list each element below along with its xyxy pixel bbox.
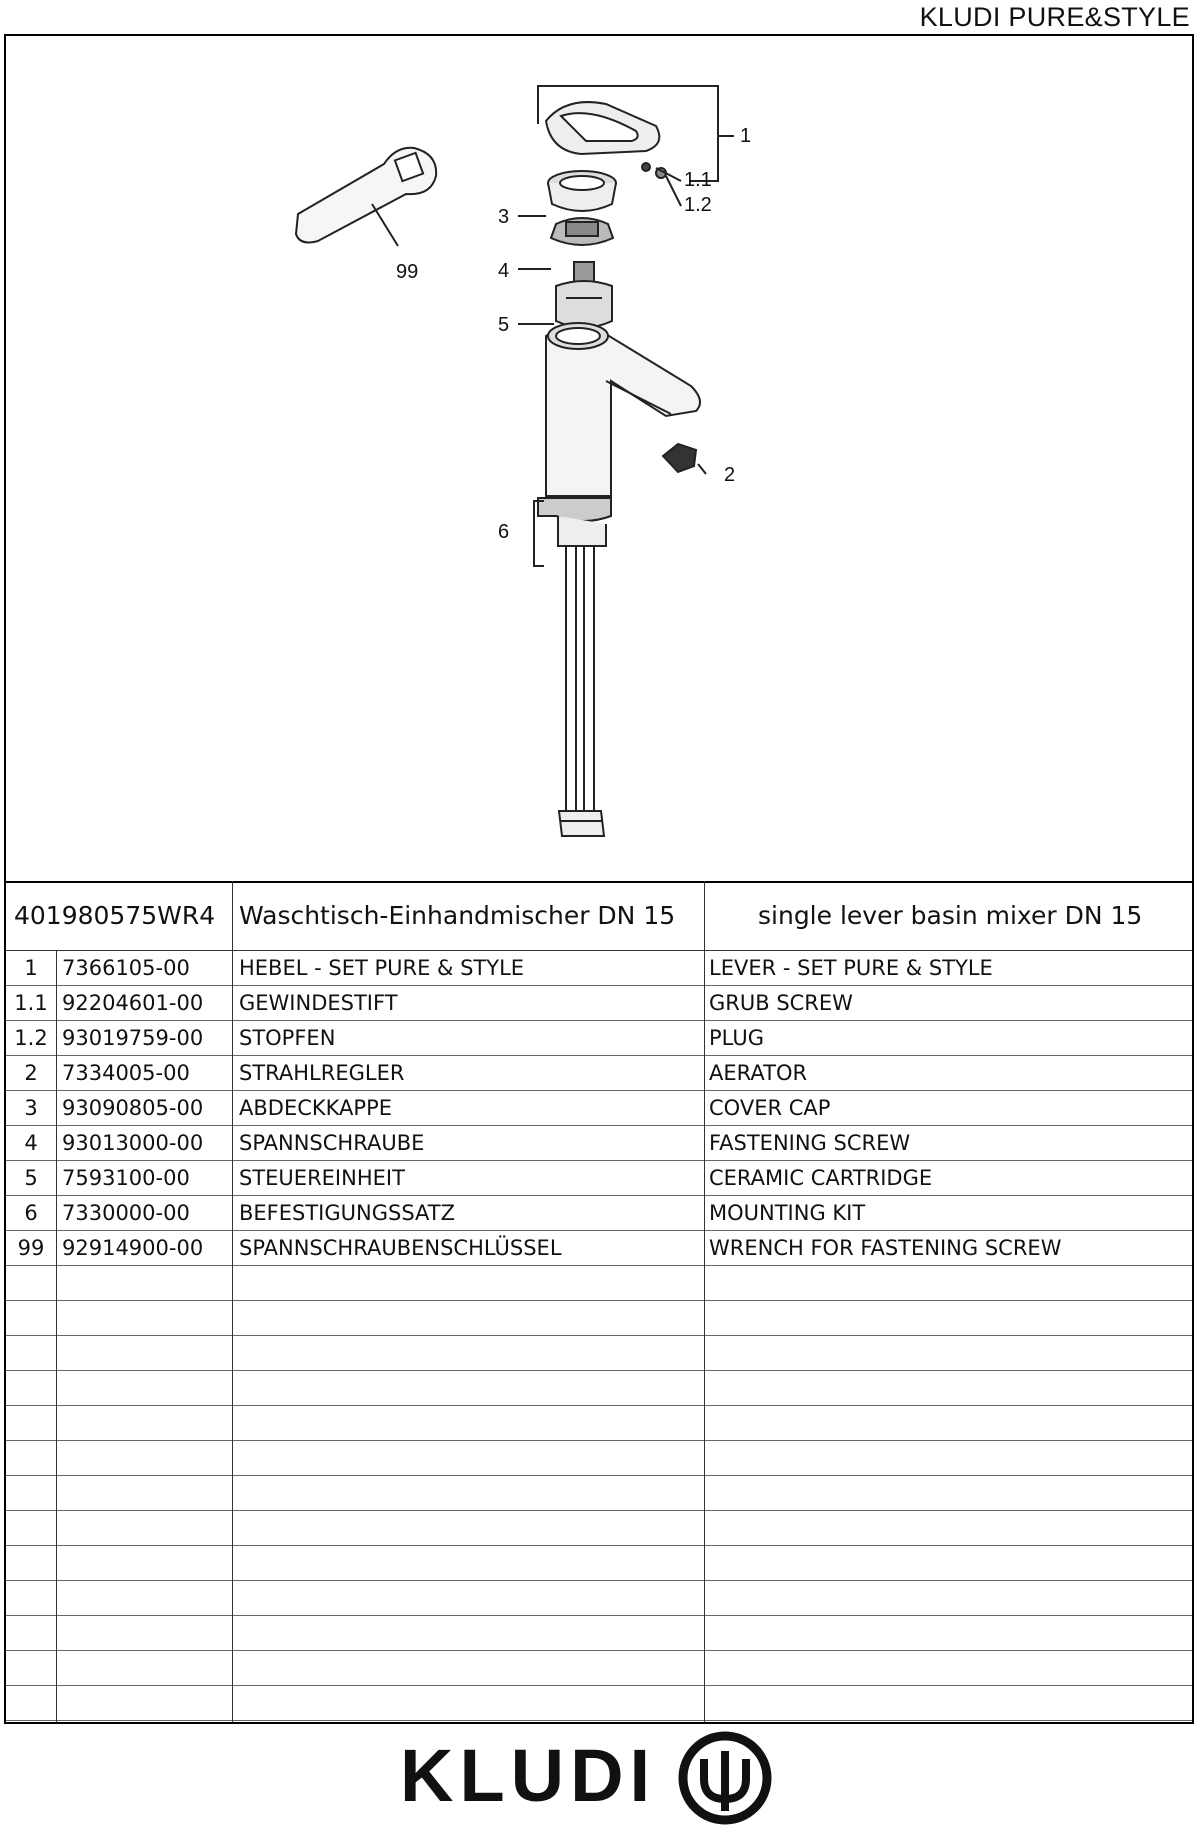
empty-table-row (6, 1616, 1192, 1651)
logo-wordmark: KLUDI (400, 1734, 657, 1817)
callout-6: 6 (498, 521, 510, 543)
table-row (6, 1021, 1192, 1056)
position-cell: 2 (24, 1061, 38, 1085)
callout-4: 4 (498, 260, 510, 282)
description-en-cell: PLUG (709, 1026, 764, 1050)
exploded-view-svg (6, 36, 1192, 881)
description-en-cell: WRENCH FOR FASTENING SCREW (709, 1236, 1062, 1260)
description-de-cell: SPANNSCHRAUBE (239, 1131, 425, 1155)
description-de-cell: BEFESTIGUNGSSATZ (239, 1201, 455, 1225)
article-number-cell: 93090805-00 (62, 1096, 204, 1120)
position-cell: 3 (24, 1096, 38, 1120)
parts-table (6, 951, 1192, 1721)
table-row (6, 1161, 1192, 1196)
callout-99: 99 (396, 261, 419, 283)
kludi-logo (400, 1725, 800, 1825)
table-row (6, 951, 1192, 986)
callout-1: 1 (740, 125, 752, 147)
table-row (6, 1231, 1192, 1266)
article-number-cell: 7334005-00 (62, 1061, 190, 1085)
article-number-cell: 93019759-00 (62, 1026, 204, 1050)
article-title-row (6, 881, 1192, 951)
position-cell: 6 (24, 1201, 38, 1225)
empty-table-row (6, 1686, 1192, 1721)
position-cell: 99 (17, 1236, 45, 1260)
description-en-cell: COVER CAP (709, 1096, 831, 1120)
callout-1-2: 1.2 (684, 194, 712, 216)
empty-table-row (6, 1406, 1192, 1441)
description-de-cell: SPANNSCHRAUBENSCHLÜSSEL (239, 1236, 562, 1260)
table-row (6, 1056, 1192, 1091)
position-cell: 1.1 (14, 991, 48, 1015)
empty-table-row (6, 1301, 1192, 1336)
description-de-cell: HEBEL - SET PURE & STYLE (239, 956, 525, 980)
description-en-cell: LEVER - SET PURE & STYLE (709, 956, 993, 980)
description-en-cell: AERATOR (709, 1061, 808, 1085)
article-number-cell: 92204601-00 (62, 991, 204, 1015)
article-number-cell: 93013000-00 (62, 1131, 204, 1155)
article-name-en: single lever basin mixer DN 15 (758, 901, 1143, 930)
callout-5: 5 (498, 314, 510, 336)
description-en-cell: MOUNTING KIT (709, 1201, 866, 1225)
table-row (6, 1091, 1192, 1126)
table-row (6, 1196, 1192, 1231)
position-cell: 5 (24, 1166, 38, 1190)
description-en-cell: FASTENING SCREW (709, 1131, 911, 1155)
callout-3: 3 (498, 206, 510, 228)
description-de-cell: STOPFEN (239, 1026, 336, 1050)
position-cell: 4 (24, 1131, 38, 1155)
description-en-cell: CERAMIC CARTRIDGE (709, 1166, 933, 1190)
description-en-cell: GRUB SCREW (709, 991, 853, 1015)
empty-table-row (6, 1441, 1192, 1476)
mounting-kit-part (538, 498, 611, 521)
empty-table-row (6, 1476, 1192, 1511)
exploded-view-drawing (6, 36, 1192, 883)
empty-table-row (6, 1581, 1192, 1616)
empty-table-row (6, 1651, 1192, 1686)
table-row (6, 1126, 1192, 1161)
article-number-cell: 7366105-00 (62, 956, 190, 980)
spare-parts-sheet (4, 34, 1194, 1724)
empty-table-row (6, 1266, 1192, 1301)
column-divider (232, 881, 233, 1722)
article-number: 401980575WR4 (14, 901, 216, 930)
description-de-cell: GEWINDESTIFT (239, 991, 398, 1015)
article-number-cell: 92914900-00 (62, 1236, 204, 1260)
article-name-de: Waschtisch-Einhandmischer DN 15 (239, 901, 676, 930)
empty-table-row (6, 1336, 1192, 1371)
empty-table-row (6, 1371, 1192, 1406)
callout-2: 2 (724, 464, 736, 486)
description-de-cell: STRAHLREGLER (239, 1061, 405, 1085)
empty-table-row (6, 1511, 1192, 1546)
empty-table-row (6, 1546, 1192, 1581)
description-de-cell: STEUEREINHEIT (239, 1166, 405, 1190)
logo-symbol-icon (678, 1731, 773, 1826)
column-divider (56, 951, 57, 1722)
table-row (6, 986, 1192, 1021)
aerator-part (663, 444, 696, 472)
document-title: KLUDI PURE&STYLE (919, 2, 1190, 32)
callout-1-1: 1.1 (684, 169, 712, 191)
column-divider (704, 881, 705, 1722)
grub-screw-part (642, 163, 650, 171)
position-cell: 1.2 (14, 1026, 48, 1050)
article-number-cell: 7330000-00 (62, 1201, 190, 1225)
position-cell: 1 (24, 956, 38, 980)
description-de-cell: ABDECKKAPPE (239, 1096, 393, 1120)
article-number-cell: 7593100-00 (62, 1166, 190, 1190)
